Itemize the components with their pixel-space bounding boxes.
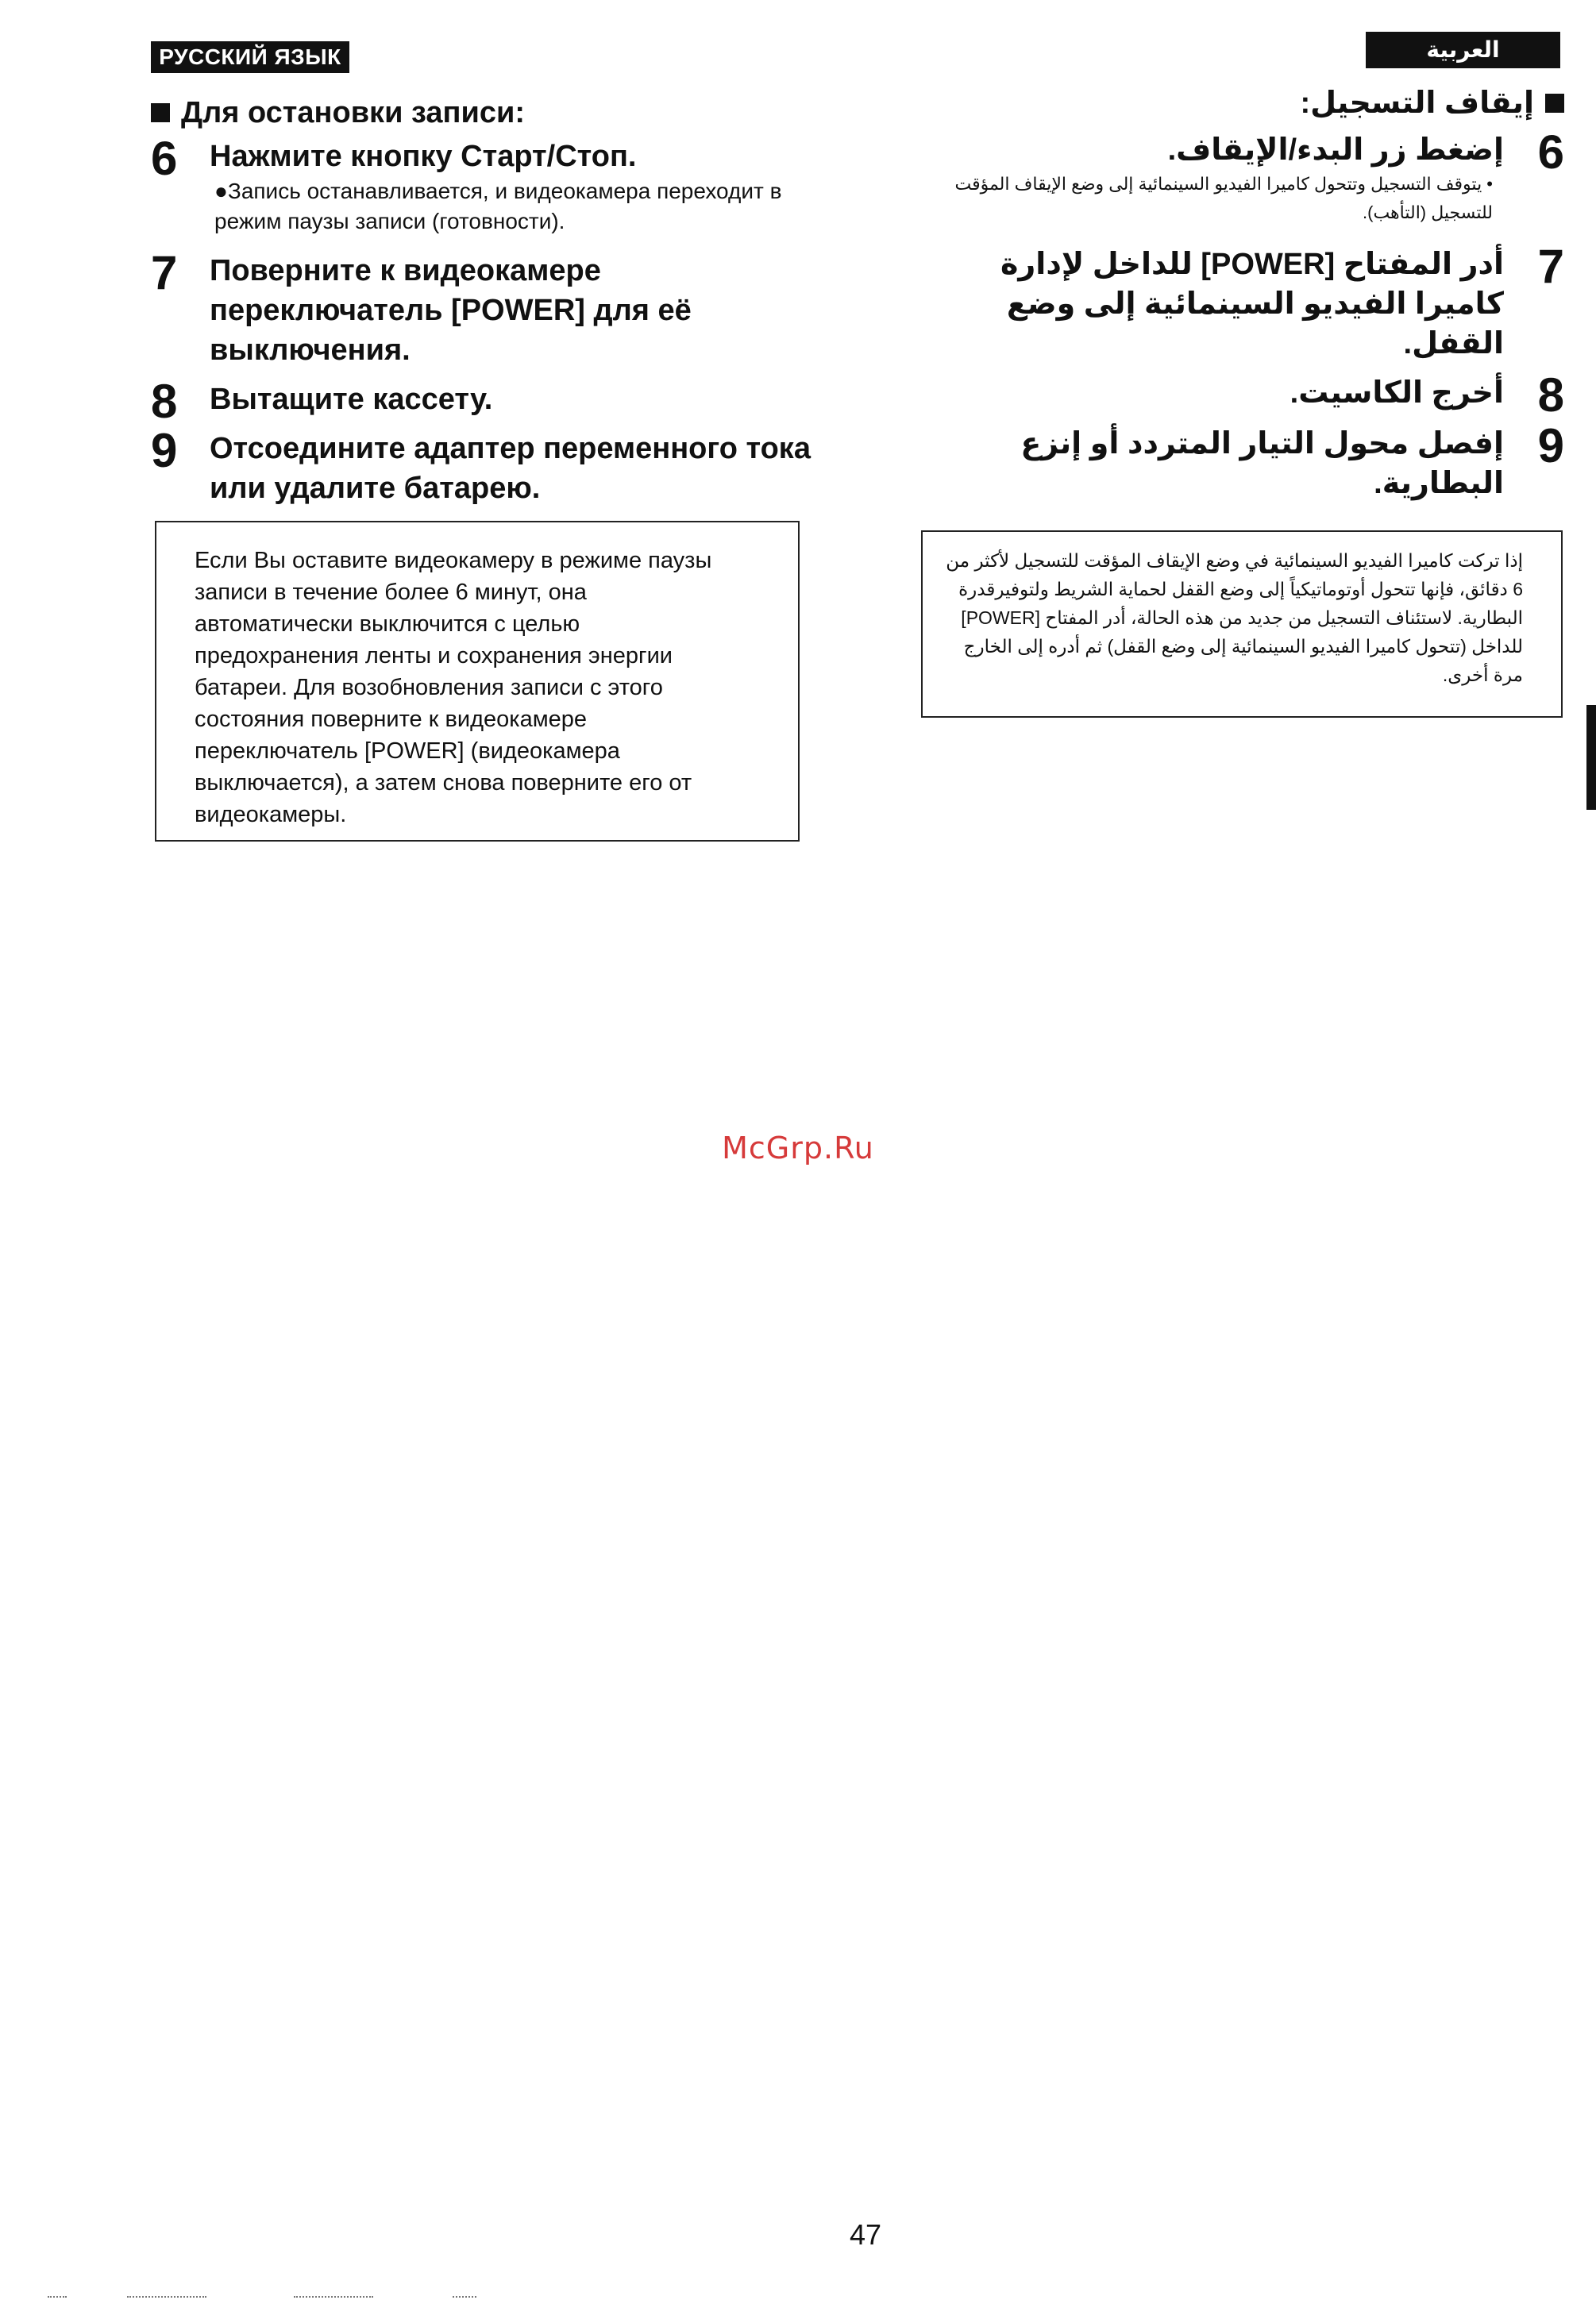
step-text: أدر المفتاح [POWER] للداخل لإدارة كاميرا الفيديو السينمائية إلى وضع القفل. — [1000, 248, 1504, 360]
step-number: 7 — [151, 246, 178, 299]
watermark: McGrp.Ru — [722, 1131, 874, 1165]
russian-column — [151, 94, 818, 508]
step-number: 6 — [1537, 125, 1564, 179]
step-number: 8 — [151, 375, 178, 428]
step-9 — [151, 424, 818, 508]
step-number: 6 — [151, 132, 178, 185]
scan-artifact — [127, 2296, 206, 2299]
language-tab-russian: РУССКИЙ ЯЗЫК — [151, 41, 349, 73]
step-text: إضغط زر البدء/الإيقاف. — [1167, 133, 1504, 167]
notice-text: إذا تركت كاميرا الفيديو السينمائية في وضع الإيقاف المؤقت للتسجيل لأكثر من 6 دقائق، فإنها تتحول أوتوماتيكياً إلى وضع القفل لحماية الشريط ولتوفيرقدرة البطارية. لاستئناف التسجيل من جديد من هذه الحالة، أدر المفتاح [POWER] للداخل (تتحول كاميرا الفيديو السينمائية إلى وضع القفل) ثم أدره إلى الخارج مرة أخرى. — [946, 550, 1523, 685]
step-note: ●Запись останавливается, и видеокамера переходит в режим паузы записи (готовности). — [214, 179, 782, 233]
step-text: Отсоедините адаптер переменного тока или удалите батарею. — [210, 432, 811, 505]
step-note: • يتوقف التسجيل وتتحول كاميرا الفيديو السينمائية إلى وضع الإيقاف المؤقت للتسجيل (التأهب). — [954, 174, 1493, 222]
section-heading — [913, 84, 1564, 122]
step-number: 9 — [151, 424, 178, 477]
step-number: 7 — [1537, 240, 1564, 293]
notice-box-arabic — [921, 530, 1563, 718]
scan-artifact — [48, 2296, 67, 2299]
step-8 — [151, 375, 818, 428]
step-text: أخرج الكاسيت. — [1290, 376, 1504, 410]
step-text: Поверните к видеокамере переключатель [POWER] для её выключения. — [210, 254, 692, 367]
arabic-column — [913, 84, 1564, 503]
language-tab-arabic: العربية — [1366, 32, 1560, 68]
page-edge-marker — [1586, 705, 1596, 810]
scan-artifact — [453, 2296, 476, 2299]
step-text: Вытащите кассету. — [210, 383, 493, 416]
page-number: 47 — [849, 2218, 882, 2251]
notice-text: Если Вы оставите видеокамеру в режиме паузы записи в течение более 6 минут, она автоматически выключится с целью предохранения ленты и сохранения энергии батареи. Для возобновления записи с этого состояния поверните к видеокамере переключатель [POWER] (видеокамера выключается), а затем снова поверните его от видеокамеры. — [195, 548, 712, 827]
step-text: إفصل محول التيار المتردد أو إنزع البطارية. — [1020, 427, 1504, 500]
section-heading — [151, 94, 818, 132]
step-6 — [913, 125, 1564, 227]
section-heading-text: Для остановки записи: — [181, 96, 525, 129]
step-text: Нажмите кнопку Старт/Стоп. — [210, 140, 637, 173]
notice-box-russian — [155, 521, 800, 842]
square-bullet-icon — [1545, 94, 1564, 113]
step-8 — [913, 368, 1564, 422]
step-6 — [151, 132, 818, 237]
step-7 — [913, 240, 1564, 364]
step-number: 9 — [1537, 419, 1564, 472]
step-9 — [913, 419, 1564, 503]
step-number: 8 — [1537, 368, 1564, 422]
square-bullet-icon — [151, 103, 170, 122]
section-heading-text: إيقاف التسجيل: — [1300, 87, 1534, 120]
scan-artifact — [294, 2296, 373, 2299]
step-7 — [151, 246, 818, 370]
